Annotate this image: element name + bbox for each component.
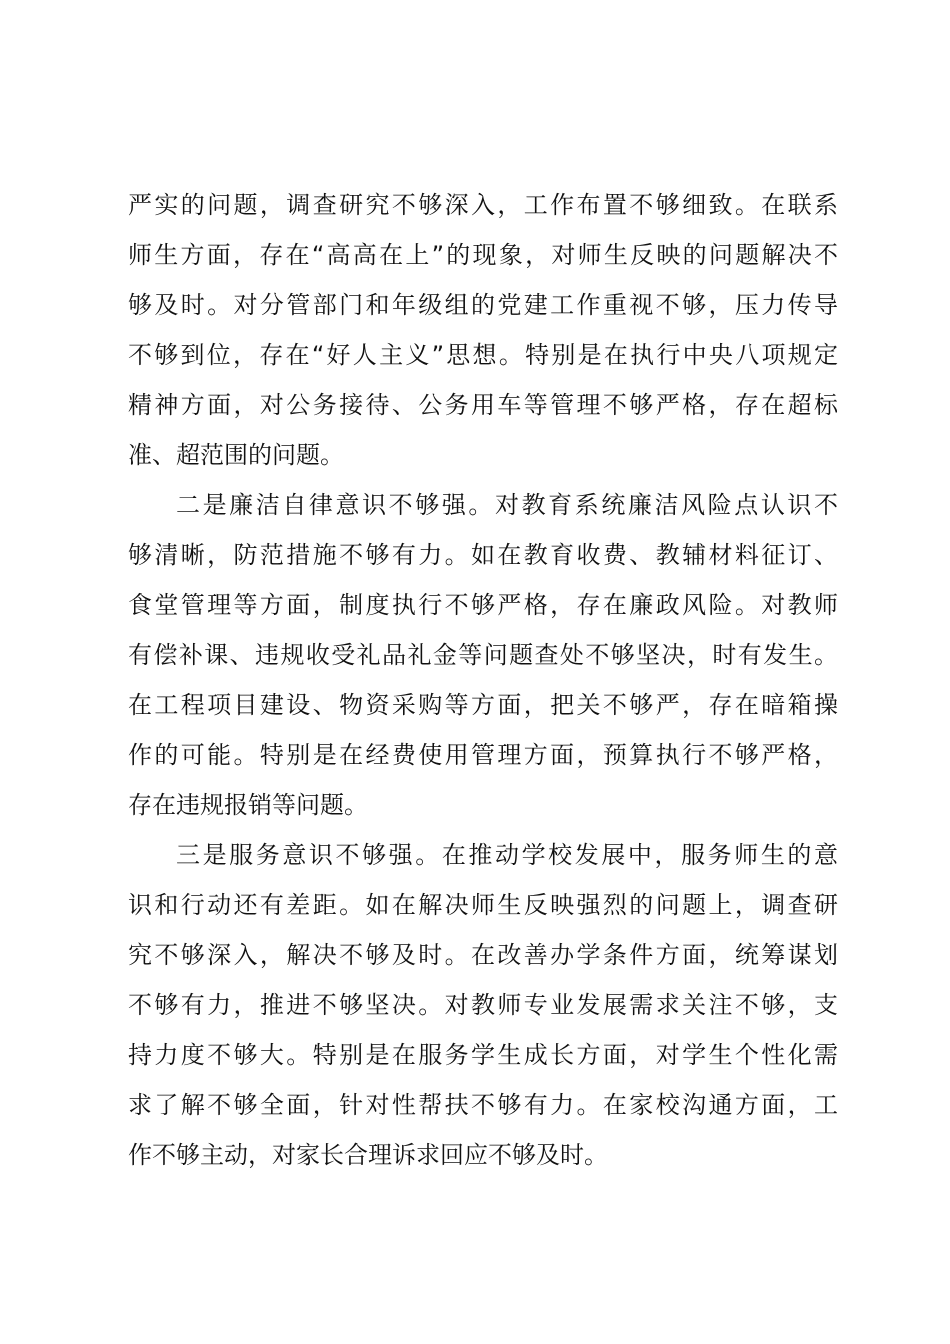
text-line: 持力度不够大。特别是在服务学生成长方面，对学生个性化需 [128, 1041, 838, 1069]
paragraph-continuation [128, 180, 838, 480]
text-line: 二是廉洁自律意识不够强。对教育系统廉洁风险点认识不 [176, 491, 838, 519]
text-line: 够清晰，防范措施不够有力。如在教育收费、教辅材料征订、 [128, 541, 838, 569]
paragraph-service [128, 830, 838, 1180]
text-line: 求了解不够全面，针对性帮扶不够有力。在家校沟通方面，工 [128, 1091, 838, 1119]
text-line: 食堂管理等方面，制度执行不够严格，存在廉政风险。对教师 [128, 591, 838, 619]
text-line: 精神方面，对公务接待、公务用车等管理不够严格，存在超标 [128, 391, 838, 419]
text-line: 不够到位，存在“好人主义”思想。特别是在执行中央八项规定 [128, 341, 838, 369]
text-line: 有偿补课、违规收受礼品礼金等问题查处不够坚决，时有发生。 [128, 641, 838, 669]
text-line: 师生方面，存在“高高在上”的现象，对师生反映的问题解决不 [128, 241, 838, 269]
text-line: 严实的问题，调查研究不够深入，工作布置不够细致。在联系 [128, 191, 838, 219]
text-line: 够及时。对分管部门和年级组的党建工作重视不够，压力传导 [128, 291, 838, 319]
text-line: 识和行动还有差距。如在解决师生反映强烈的问题上，调查研 [128, 891, 838, 919]
text-line: 作的可能。特别是在经费使用管理方面，预算执行不够严格， [128, 741, 838, 769]
document-body [128, 180, 838, 1180]
text-line: 究不够深入，解决不够及时。在改善办学条件方面，统筹谋划 [128, 941, 838, 969]
text-line: 不够有力，推进不够坚决。对教师专业发展需求关注不够，支 [128, 991, 838, 1019]
text-line: 三是服务意识不够强。在推动学校发展中，服务师生的意 [176, 841, 838, 869]
text-line: 作不够主动，对家长合理诉求回应不够及时。 [128, 1141, 608, 1169]
text-line: 存在违规报销等问题。 [128, 791, 368, 819]
paragraph-integrity [128, 480, 838, 830]
text-line: 准、超范围的问题。 [128, 441, 344, 469]
text-line: 在工程项目建设、物资采购等方面，把关不够严，存在暗箱操 [128, 691, 838, 719]
